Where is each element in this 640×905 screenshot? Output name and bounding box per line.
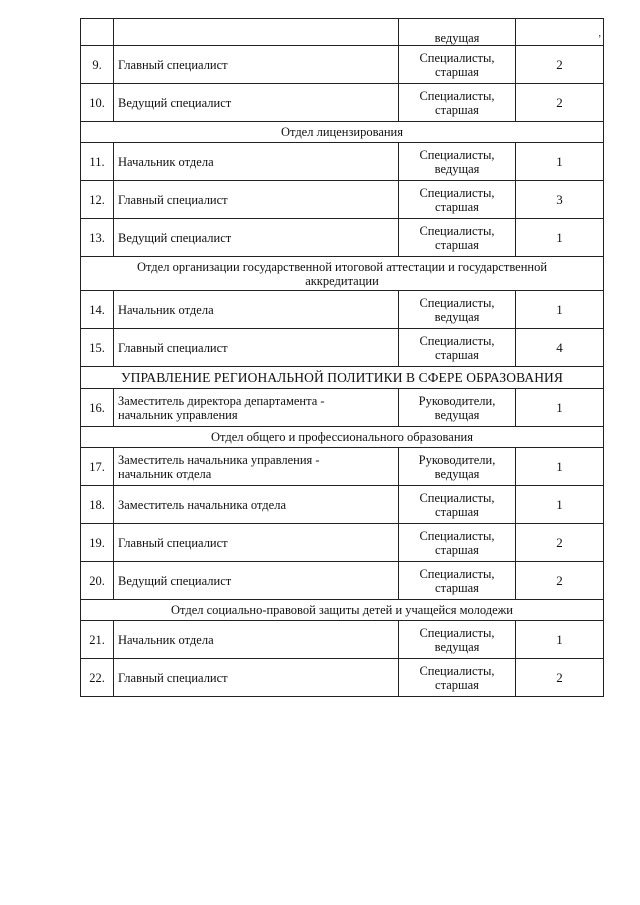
staff-table [80, 18, 604, 697]
count-cell [516, 389, 604, 427]
staff-table-page [80, 18, 603, 697]
row-number: 15. [89, 340, 105, 355]
category-text: ведущая [434, 407, 480, 422]
row-number-cell [81, 46, 114, 84]
table-row [81, 524, 604, 562]
row-number-cell [81, 84, 114, 122]
category-cell [399, 562, 516, 600]
position-text: Заместитель начальника управления - [118, 452, 320, 467]
category-text: старшая [435, 64, 479, 79]
category-cell [399, 486, 516, 524]
category-text: Специалисты, [419, 295, 495, 310]
row-number-cell [81, 389, 114, 427]
position-text: Ведущий специалист [118, 230, 232, 245]
category-text: Специалисты, [419, 528, 495, 543]
count-cell [516, 84, 604, 122]
position-cell [114, 659, 399, 697]
table-row [81, 19, 604, 46]
count-value: 2 [556, 94, 563, 110]
count-cell [516, 562, 604, 600]
category-cell [399, 621, 516, 659]
position-cell [114, 562, 399, 600]
count-value: 4 [556, 339, 563, 355]
count-cell [516, 524, 604, 562]
section-heading-text: УПРАВЛЕНИЕ РЕГИОНАЛЬНОЙ ПОЛИТИКИ В СФЕРЕ ОБРАЗОВАНИЯ [120, 369, 564, 385]
category-cell [399, 524, 516, 562]
position-text: Главный специалист [118, 192, 228, 207]
category-cell [399, 389, 516, 427]
category-text: старшая [435, 504, 479, 519]
count-cell [516, 181, 604, 219]
category-text: Руководители, [418, 393, 496, 408]
count-value: 1 [556, 458, 563, 474]
table-row [81, 659, 604, 697]
section-heading-row [81, 427, 604, 448]
count-cell [516, 486, 604, 524]
row-number-cell [81, 621, 114, 659]
table-row [81, 181, 604, 219]
row-number: 11. [89, 154, 105, 169]
category-cell [399, 84, 516, 122]
position-cell [114, 46, 399, 84]
category-cell [399, 19, 516, 46]
section-heading [81, 257, 604, 291]
category-text: Специалисты, [419, 625, 495, 640]
row-number: 21. [89, 632, 105, 647]
category-text: Специалисты, [419, 566, 495, 581]
category-cell [399, 329, 516, 367]
position-text: Главный специалист [118, 535, 228, 550]
category-text: старшая [435, 580, 479, 595]
position-cell [114, 19, 399, 46]
count-cell [516, 219, 604, 257]
table-row [81, 219, 604, 257]
section-heading-text: аккредитации [305, 273, 379, 288]
section-heading [81, 427, 604, 448]
row-number: 9. [92, 57, 102, 72]
table-row [81, 84, 604, 122]
section-heading-text: Отдел социально-правовой защиты детей и учащейся молодежи [171, 603, 513, 617]
stray-mark: , [598, 28, 601, 39]
table-row [81, 562, 604, 600]
position-text: Начальник отдела [118, 302, 214, 317]
count-value: 1 [556, 496, 563, 512]
position-text: Главный специалист [118, 670, 228, 685]
section-heading-row [81, 122, 604, 143]
count-cell [516, 291, 604, 329]
table-row [81, 389, 604, 427]
category-text: старшая [435, 102, 479, 117]
row-number-cell [81, 562, 114, 600]
section-heading-text: Отдел лицензирования [281, 125, 403, 139]
category-cell [399, 219, 516, 257]
row-number: 12. [89, 192, 105, 207]
count-value: 3 [556, 191, 563, 207]
position-text: Заместитель начальника отдела [118, 497, 286, 512]
count-value: 2 [556, 534, 563, 550]
category-text: ведущая [434, 639, 480, 654]
position-text: Начальник отдела [118, 632, 214, 647]
position-text: Главный специалист [118, 57, 228, 72]
row-number-cell [81, 659, 114, 697]
category-text: старшая [435, 677, 479, 692]
row-number-cell [81, 181, 114, 219]
count-value: 1 [556, 229, 563, 245]
position-text: Заместитель директора департамента - [118, 393, 325, 408]
row-number-cell [81, 143, 114, 181]
section-heading-text: Отдел организации государственной итоговой аттестации и государственной [136, 259, 548, 274]
count-value: 1 [556, 153, 563, 169]
table-row [81, 291, 604, 329]
position-text: Главный специалист [118, 340, 228, 355]
count-cell [516, 621, 604, 659]
count-cell [516, 448, 604, 486]
table-row [81, 448, 604, 486]
count-cell [516, 659, 604, 697]
count-cell [516, 19, 604, 46]
category-text: старшая [435, 347, 479, 362]
position-text: Начальник отдела [118, 154, 214, 169]
count-value: 2 [556, 669, 563, 685]
category-text: ведущая [434, 31, 480, 45]
row-number: 22. [89, 670, 105, 685]
category-text: Специалисты, [419, 50, 495, 65]
position-cell [114, 621, 399, 659]
count-cell [516, 46, 604, 84]
category-cell [399, 143, 516, 181]
category-cell [399, 659, 516, 697]
row-number-cell [81, 19, 114, 46]
row-number: 10. [89, 95, 105, 110]
table-row [81, 486, 604, 524]
category-cell [399, 291, 516, 329]
table-row [81, 143, 604, 181]
category-text: старшая [435, 542, 479, 557]
section-heading-text: Отдел общего и профессионального образования [211, 430, 473, 444]
category-text: ведущая [434, 309, 480, 324]
position-cell [114, 181, 399, 219]
position-text: Ведущий специалист [118, 95, 232, 110]
position-cell [114, 486, 399, 524]
position-cell [114, 389, 399, 427]
category-text: ведущая [434, 466, 480, 481]
category-text: старшая [435, 199, 479, 214]
section-heading-row [81, 257, 604, 291]
section-heading [81, 600, 604, 621]
category-cell [399, 448, 516, 486]
section-heading-row [81, 600, 604, 621]
section-heading [81, 367, 604, 389]
row-number: 14. [89, 302, 105, 317]
row-number-cell [81, 486, 114, 524]
count-value: 1 [556, 301, 563, 317]
row-number: 20. [89, 573, 105, 588]
category-text: Специалисты, [419, 333, 495, 348]
position-text: Ведущий специалист [118, 573, 232, 588]
row-number: 13. [89, 230, 105, 245]
row-number: 16. [89, 400, 105, 415]
row-number-cell [81, 524, 114, 562]
category-text: Специалисты, [419, 147, 495, 162]
category-text: Специалисты, [419, 185, 495, 200]
count-value: 2 [556, 56, 563, 72]
count-cell [516, 329, 604, 367]
row-number-cell [81, 329, 114, 367]
category-text: ведущая [434, 161, 480, 176]
category-cell [399, 181, 516, 219]
section-heading-row [81, 367, 604, 389]
position-text: начальник управления [118, 407, 238, 422]
count-value: 1 [556, 631, 563, 647]
row-number-cell [81, 291, 114, 329]
position-cell [114, 329, 399, 367]
row-number: 18. [89, 497, 105, 512]
row-number: 19. [89, 535, 105, 550]
position-cell [114, 524, 399, 562]
row-number-cell [81, 219, 114, 257]
category-cell [399, 46, 516, 84]
row-number-cell [81, 448, 114, 486]
table-row [81, 46, 604, 84]
position-cell [114, 291, 399, 329]
position-cell [114, 84, 399, 122]
position-cell [114, 219, 399, 257]
count-cell [516, 143, 604, 181]
count-value: 2 [556, 572, 563, 588]
category-text: Специалисты, [419, 490, 495, 505]
category-text: Руководители, [418, 452, 496, 467]
position-cell [114, 448, 399, 486]
count-value: 1 [556, 399, 563, 415]
table-row [81, 621, 604, 659]
category-text: старшая [435, 237, 479, 252]
row-number: 17. [89, 459, 105, 474]
position-cell [114, 143, 399, 181]
category-text: Специалисты, [419, 223, 495, 238]
position-text: начальник отдела [118, 466, 212, 481]
section-heading [81, 122, 604, 143]
category-text: Специалисты, [419, 88, 495, 103]
category-text: Специалисты, [419, 663, 495, 678]
table-row [81, 329, 604, 367]
